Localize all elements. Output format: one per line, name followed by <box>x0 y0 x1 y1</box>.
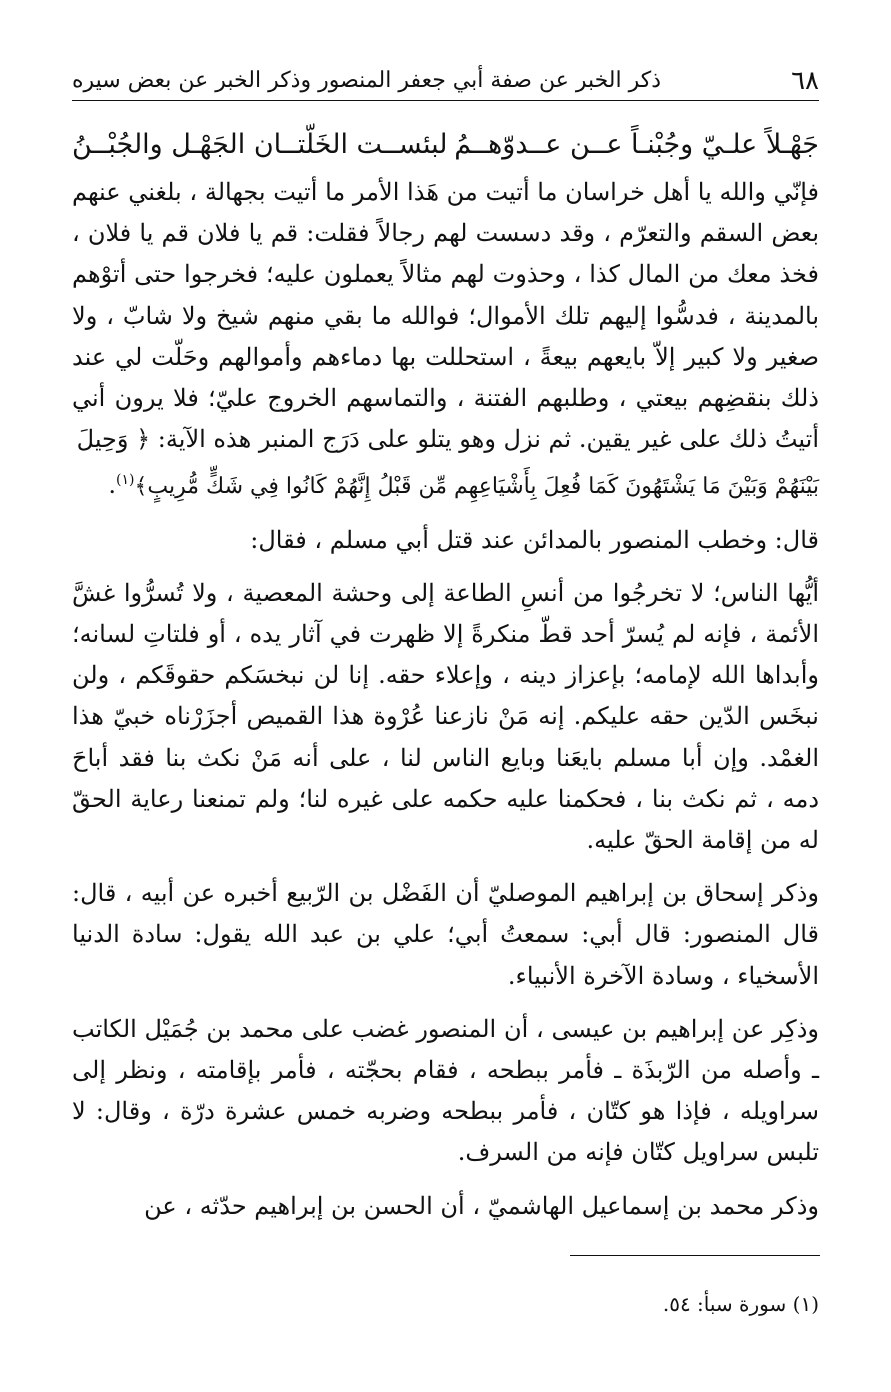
paragraph: أيُّها الناس؛ لا تخرجُوا من أنسِ الطاعة إلى وحشة المعصية ، ولا تُسرُّوا غشَّ الأئمة ، فإنه لم يُسرّ أحد قطّ منكرةً إلا ظهرت في آثار يده ، أو فلتاتِ لسانه؛ وأبداها الله لإمامه؛ بإعزاز دينه ، وإعلاء حقه. إنا لن نبخسَكم حقوقَكم ، ولن نبخَس الدّين حقه عليكم. إنه مَنْ نازعنا عُرْوة هذا القميص أجزَرْناه خبيّ هذا الغمْد. وإن أبا مسلم بايعَنا وبايع الناس لنا ، على أنه مَنْ نكث بنا فقد أباحَ دمه ، ثم نكث بنا ، فحكمنا عليه حكمه على غيره لنا؛ ولم تمنعنا رعاية الحقّ له من إقامة الحقّ عليه. <box>72 578 819 855</box>
page-number: ٦٨ <box>791 66 819 96</box>
verse-hemistich-2: لبئســت الخَلّتــان الجَهْـل والجُبْــنُ <box>72 128 448 160</box>
verse-hemistich-1: جَهْـلاً علـيّ وجُبْنـاً عــن عــدوّهــمُ <box>454 128 819 160</box>
poetry-verse <box>72 120 819 168</box>
page-header <box>72 60 819 96</box>
paragraph: وذكِر عن إبراهيم بن عيسى ، أن المنصور غضب على محمد بن جُمَيْل الكاتب ـ وأصله من الرّبذَة ـ فأمر ببطحه ، فقام بحجّته ، فأمر بإقامته ، ونظر إلى سراويله ، فإذا هو كتّان ، فأمر ببطحه وضربه خمس عشرة درّة ، وقال: لا تلبس سراويل كتّان فإنه من السرف. <box>72 1014 819 1167</box>
footnote-rule <box>570 1255 820 1256</box>
running-title: ذكر الخبر عن صفة أبي جعفر المنصور وذكر الخبر عن بعض سيره <box>72 68 662 93</box>
header-rule <box>72 100 819 101</box>
paragraph: وذكر إسحاق بن إبراهيم الموصليّ أن الفَضْل بن الرّبيع أخبره عن أبيه ، قال: قال المنصور: قال أبي: سمعتُ أبي؛ علي بن عبد الله يقول: سادة الدنيا الأسخياء ، وسادة الآخرة الأنبياء. <box>72 879 819 990</box>
paragraph: قال: وخطب المنصور بالمدائن عند قتل أبي مسلم ، فقال: <box>250 525 819 554</box>
body-text <box>72 172 819 1227</box>
paragraph: وذكر محمد بن إسماعيل الهاشميّ ، أن الحسن بن إبراهيم حدّثه ، عن <box>144 1191 819 1220</box>
footnote: (١) سورة سبأ: ٥٤. <box>662 1292 819 1316</box>
paragraph: فإنّي والله يا أهل خراسان ما أتيت من هَذا الأمر ما أتيت بجهالة ، بلغني عنهم بعض السقم والتعرّم ، وقد دسست لهم رجالاً فقلت: قم يا فلان قم يا فلان ، فخذ معك من المال كذا ، وحذوت لهم مثالاً يعملون عليه؛ فخرجوا حتى أتوْهم بالمدينة ، فدسُّوا إليهم تلك الأموال؛ فوالله ما بقي منهم شيخ ولا شابّ ، ولا صغير ولا كبير إلاّ بايعهم بيعةً ، استحللت بها دماءهم وأموالهم وحَلّت لي عند ذلك بنقضِهم بيعتي ، وطلبهم الفتنة ، والتماسهم الخروج عليّ؛ فلا يرون أني أتيتُ ذلك على غير يقين. ثم نزل وهو يتلو على دَرَج المنبر هذه الآية: ﴿ وَحِيلَ بَيْنَهُمْ وَبَيْنَ مَا يَشْتَهُونَ كَمَا فُعِلَ بِأَشْيَاعِهِم مِّن قَبْلُ إِنَّهُمْ كَانُوا فِي شَكٍّ مُّرِيبٍ﴾$^{(١)}$. <box>72 178 819 500</box>
quran-verse: بَيْنَهُمْ وَبَيْنَ مَا يَشْتَهُونَ كَمَا فُعِلَ بِأَشْيَاعِهِم مِّن قَبْلُ إِنَّهُمْ كَانُوا فِي شَكٍّ مُّرِيبٍ﴾ <box>134 474 819 500</box>
footnote-marker: (١) <box>116 472 135 489</box>
